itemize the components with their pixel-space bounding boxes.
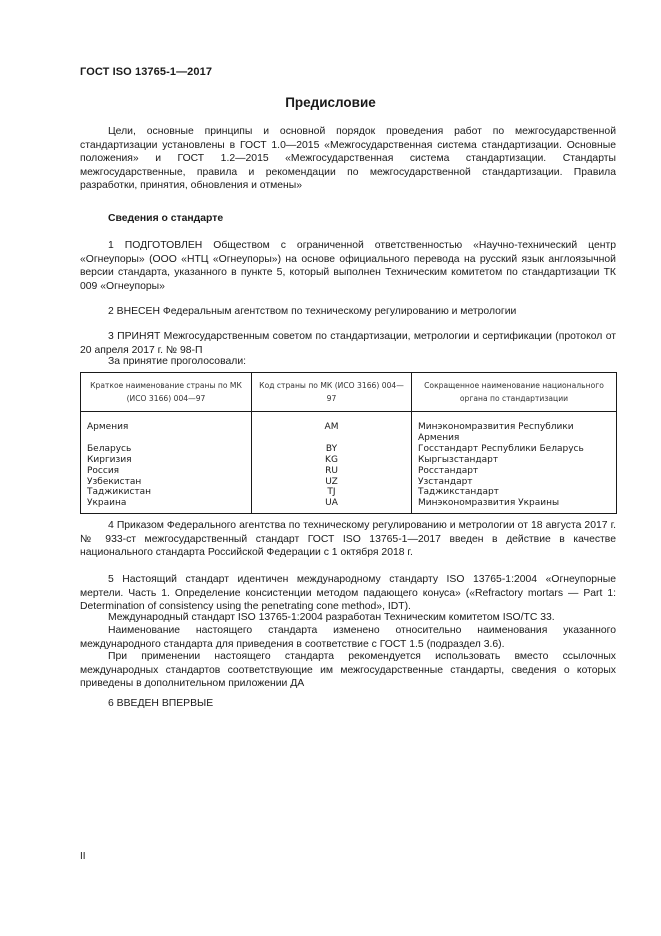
- body-cell: Узстандарт: [412, 477, 617, 488]
- vote-caption: За принятие проголосовали:: [108, 356, 247, 367]
- body-cell: Минэкономразвития Республики Армения: [412, 412, 617, 444]
- body-cell: Госстандарт Республики Беларусь: [412, 444, 617, 455]
- table-row: [81, 412, 617, 444]
- item-5-identity: 5 Настоящий стандарт идентичен международному стандарту ISO 13765-1:2004 «Огнеупорные мертели. Часть 1. Определение консистенции методом падающего конуса» («Refractory mortars — Part 1: Determination of consistency using the penetrating cone method», IDT).: [80, 574, 616, 613]
- item-5-application: При применении настоящего стандарта рекомендуется использовать вместо ссылочных международных стандартов соответствующие им межгосударственные стандарты, сведения о которых приведены в дополнительном приложении ДА: [80, 651, 616, 690]
- item-1-prepared: 1 ПОДГОТОВЛЕН Обществом с ограниченной ответственностью «Научно-технический центр «Огнеупоры» (ООО «НТЦ «Огнеупоры») на основе официального перевода на русский язык англоязычной версии стандарта, указанного в пункте 5, который выполнен Техническим комитетом по стандартизации ТК 009 «Огнеупоры»: [80, 240, 616, 292]
- voting-countries-table: [80, 372, 617, 514]
- country-cell: Узбекистан: [81, 477, 252, 488]
- column-header-country: Краткое наименование страны по МК (ИСО 3166) 004—97: [81, 373, 252, 412]
- code-cell: TJ: [252, 487, 412, 498]
- table-row: [81, 487, 617, 498]
- intro-paragraph: Цели, основные принципы и основной порядок проведения работ по межгосударственной стандартизации установлены в ГОСТ 1.0—2015 «Межгосударственная система стандартизации. Основные положения» и ГОСТ 1.2—2015 «Межгосударственная система стандартизации. Стандарты межгосударственные, правила и рекомендации по межгосударственной стандартизации. Правила разработки, принятия, обновления и отмены»: [80, 126, 616, 192]
- body-cell: Кыргызстандарт: [412, 455, 617, 466]
- country-cell: Беларусь: [81, 444, 252, 455]
- country-cell: Армения: [81, 412, 252, 444]
- column-header-code: Код страны по МК (ИСО 3166) 004—97: [252, 373, 412, 412]
- standard-designation: ГОСТ ISO 13765-1—2017: [80, 66, 213, 78]
- code-cell: UZ: [252, 477, 412, 488]
- table-row: [81, 466, 617, 477]
- country-cell: Россия: [81, 466, 252, 477]
- item-5-developer: Международный стандарт ISO 13765-1:2004 разработан Техническим комитетом ISO/TC 33.: [108, 612, 555, 623]
- item-4-order: 4 Приказом Федерального агентства по техническому регулированию и метрологии от 18 августа 2017 г. № 933-ст межгосударственный стандарт ГОСТ ISO 13765-1—2017 введен в действие в качестве национального стандарта Российской Федерации с 1 октября 2018 г.: [80, 520, 616, 559]
- code-cell: UA: [252, 498, 412, 513]
- country-cell: Таджикистан: [81, 487, 252, 498]
- code-cell: BY: [252, 444, 412, 455]
- item-5-title-change: Наименование настоящего стандарта изменено относительно наименования указанного международного стандарта для приведения в соответствие с ГОСТ 1.5 (подраздел 3.6).: [80, 625, 616, 650]
- country-cell: Киргизия: [81, 455, 252, 466]
- table-row: [81, 498, 617, 513]
- page-number: II: [80, 851, 86, 862]
- table-row: [81, 455, 617, 466]
- code-cell: AM: [252, 412, 412, 444]
- column-header-body: Сокращенное наименование национального органа по стандартизации: [412, 373, 617, 412]
- item-2-introduced: 2 ВНЕСЕН Федеральным агентством по техническому регулированию и метрологии: [108, 306, 517, 317]
- body-cell: Минэкономразвития Украины: [412, 498, 617, 513]
- body-cell: Таджикстандарт: [412, 487, 617, 498]
- table-row: [81, 444, 617, 455]
- country-cell: Украина: [81, 498, 252, 513]
- item-6-first-introduced: 6 ВВЕДЕН ВПЕРВЫЕ: [108, 698, 214, 709]
- item-3-adopted: 3 ПРИНЯТ Межгосударственным советом по стандартизации, метрологии и сертификации (протокол от 20 апреля 2017 г. № 98-П: [80, 331, 616, 356]
- section-heading: Сведения о стандарте: [108, 213, 224, 224]
- page-title: Предисловие: [285, 95, 376, 110]
- table-header-row: [81, 373, 617, 412]
- table-row: [81, 477, 617, 488]
- body-cell: Росстандарт: [412, 466, 617, 477]
- code-cell: KG: [252, 455, 412, 466]
- code-cell: RU: [252, 466, 412, 477]
